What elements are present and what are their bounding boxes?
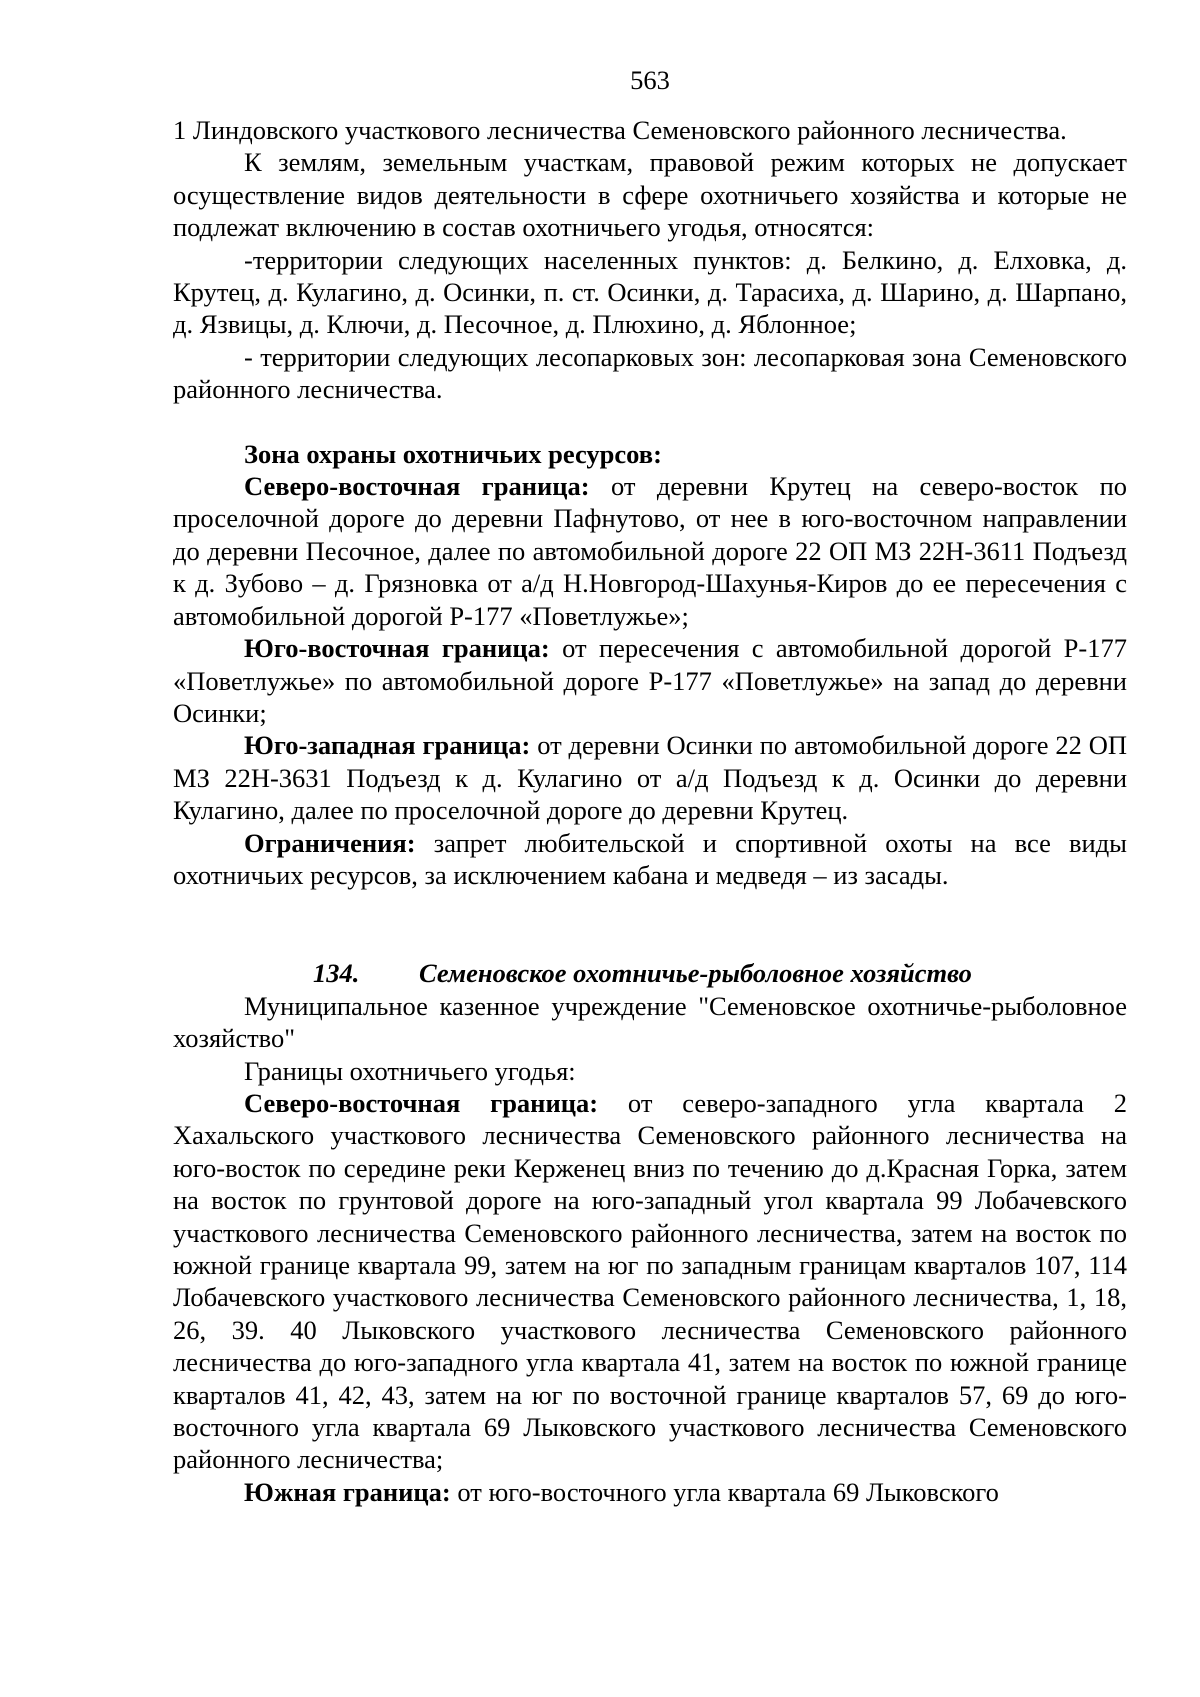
section-heading (173, 957, 1127, 989)
spacer (173, 891, 1127, 957)
section-south-label: Южная граница: (244, 1476, 451, 1507)
spacer (173, 406, 1127, 438)
section-title: Семеновское охотничье-рыболовное хозяйство (419, 958, 972, 989)
northeast-border-text: от деревни Крутец на северо-восток по проселочной дороге до деревни Пафнутово, от нее в юго-восточном направлении до деревни Песочное, далее по автомобильной дороге 22 ОП МЗ 22Н-3611 Подъезд к д. Зубово – д. Грязновка от а/д Н.Новгород-Шахунья-Киров до ее пересечения с автомобильной дорогой Р-177 «Поветлужье»; (173, 471, 1127, 631)
section-northeast-border (173, 1087, 1127, 1476)
paragraph-forest-park-zones: - территории следующих лесопарковых зон: лесопарковая зона Семеновского районного лесничества. (173, 341, 1127, 405)
southeast-border-label: Юго-восточная граница: (244, 633, 550, 664)
southeast-border-text: от пересечения с автомобильной дорогой Р-177 «Поветлужье» по автомобильной дороге Р-177 «Поветлужье» на запад до деревни Осинки; (173, 633, 1127, 728)
protection-zone-heading: Зона охраны охотничьих ресурсов: (244, 438, 662, 469)
section-northeast-label: Северо-восточная граница: (244, 1087, 599, 1118)
borders-heading: Границы охотничьего угодья: (244, 1055, 576, 1086)
protection-zone-southwest-border (173, 729, 1127, 826)
section-south-text: от юго-восточного угла квартала 69 Лыковского (450, 1476, 999, 1507)
protection-zone-restrictions (173, 827, 1127, 892)
paragraph-lands-excluded: К землям, земельным участкам, правовой режим которых не допускает осуществление видов деятельности в сфере охотничьего хозяйства и которые не подлежат включению в состав охотничьего угодья, относятся: (173, 147, 1127, 243)
paragraph-settlements: -территории следующих населенных пунктов: д. Белкино, д. Елховка, д. Крутец, д. Кулагино, д. Осинки, п. ст. Осинки, д. Тарасиха, д. Шарино, д. Шарпано, д. Язвицы, д. Ключи, д. Песочное, д. Плюхино, д. Яблонное; (173, 244, 1127, 340)
protection-zone-northeast-border (173, 470, 1127, 632)
northeast-border-label: Северо-восточная граница: (244, 471, 590, 502)
section-number: 134. (313, 958, 360, 989)
southwest-border-text: от деревни Осинки по автомобильной дороге 22 ОП МЗ 22Н-3631 Подъезд к д. Кулагино от а/д Подъезд к д. Осинки до деревни Кулагино, далее по проселочной дороге до деревни Крутец. (173, 730, 1127, 826)
section-northeast-text: от северо-западного угла квартала 2 Хахальского участкового лесничества Семеновского районного лесничества на юго-восток по середине реки Керженец вниз по течению до д.Красная Горка, затем на восток по грунтовой дороге на юго-западный угол квартала 99 Лобачевского участкового лесничества Семеновского районного лесничества, затем на восток по южной границе квартала 99, затем на юг по западным границам кварталов 107, 114 Лобачевского участкового лесничества Семеновского районного лесничества, 1, 18, 26, 39. 40 Лыковского участкового лесничества Семеновского районного лесничества до юго-западного угла квартала 41, затем на восток по южной границе кварталов 41, 42, 43, затем на юг по восточной границе кварталов 57, 69 до юго-восточного угла квартала 69 Лыковского участкового лесничества Семеновского районного лесничества; (173, 1087, 1127, 1475)
southwest-border-label: Юго-западная граница: (244, 730, 531, 761)
restrictions-text: запрет любительской и спортивной охоты на все виды охотничьих ресурсов, за исключением кабана и медведя – из засады. (173, 827, 1127, 890)
paragraph-institution: Муниципальное казенное учреждение "Семеновское охотничье-рыболовное хозяйство" (173, 990, 1127, 1054)
section-south-border (173, 1476, 1127, 1508)
restrictions-label: Ограничения: (244, 827, 416, 858)
paragraph-lindovskoe: 1 Линдовского участкового лесничества Семеновского районного лесничества. (173, 115, 1067, 145)
protection-zone-southeast-border (173, 632, 1127, 729)
page-number: 563 (630, 65, 670, 95)
document-page (173, 64, 1127, 1508)
